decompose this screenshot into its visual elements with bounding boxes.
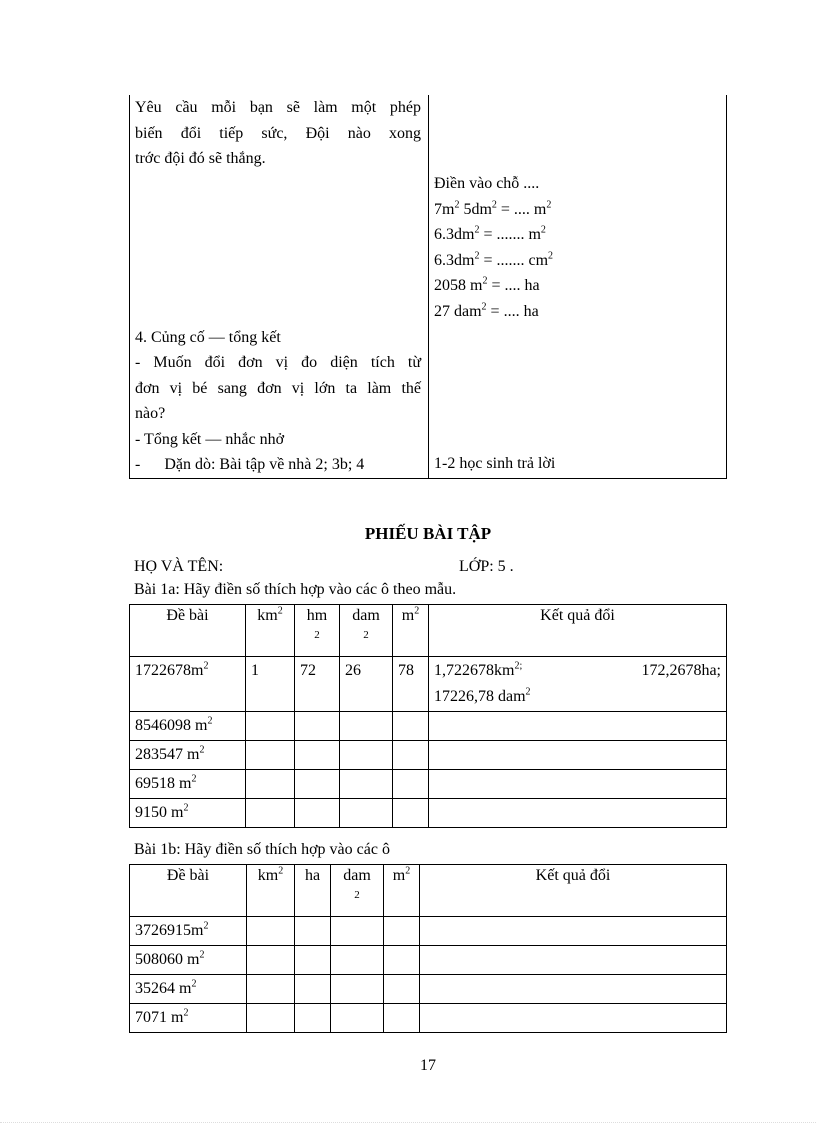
input-cell[interactable] <box>295 799 340 828</box>
exercise-5: 27 dam$^2$ = .... ha <box>434 301 539 320</box>
bai1a-sample-row <box>130 657 727 712</box>
input-cell[interactable] <box>247 946 295 975</box>
answer-line: 1-2 học sinh trả lời <box>434 455 556 472</box>
table-row <box>130 741 727 770</box>
homework-text: Dặn dò: Bài tập về nhà 2; 3b; 4 <box>164 456 365 473</box>
summary-line: - Tổng kết — nhắc nhở <box>135 430 285 448</box>
input-cell[interactable] <box>384 975 420 1004</box>
input-cell[interactable] <box>246 712 295 741</box>
input-cell[interactable] <box>295 741 340 770</box>
input-cell[interactable] <box>295 770 340 799</box>
exercise-4: 2058 $m^2$ = .... ha <box>434 275 540 294</box>
input-cell[interactable] <box>331 975 384 1004</box>
header-ha: ha <box>295 865 331 917</box>
input-cell[interactable] <box>429 741 727 770</box>
homework-dash: - <box>135 456 141 473</box>
row-de-bai: 283547 $m^2$ <box>130 741 246 770</box>
input-cell[interactable] <box>393 799 429 828</box>
input-cell[interactable] <box>295 975 331 1004</box>
table-row <box>130 770 727 799</box>
question-line-3: nào? <box>135 405 166 422</box>
homework-line <box>135 452 421 478</box>
input-cell[interactable] <box>247 975 295 1004</box>
input-cell[interactable] <box>384 917 420 946</box>
input-cell[interactable] <box>246 799 295 828</box>
header-m2: $m^2$ <box>384 865 420 917</box>
input-cell[interactable] <box>393 741 429 770</box>
bai1a-caption: Bài 1a: Hãy điền số thích hợp vào các ô theo mẫu. <box>134 581 457 598</box>
header-de-bai: Đề bài <box>130 605 246 657</box>
input-cell[interactable] <box>331 946 384 975</box>
input-cell[interactable] <box>295 917 331 946</box>
section-title: 4. Củng cố — tổng kết <box>135 328 281 346</box>
input-cell[interactable] <box>331 1004 384 1033</box>
input-cell[interactable] <box>420 975 727 1004</box>
exercise-1: $7m^2$ $5dm^2$ = .... $m^2$ <box>434 199 552 218</box>
header-ket-qua: Kết quả đổi <box>429 605 727 657</box>
input-cell[interactable] <box>340 799 393 828</box>
bai1b-header-row <box>130 865 727 917</box>
input-cell[interactable] <box>295 712 340 741</box>
bai1b-caption: Bài 1b: Hãy điền số thích hợp vào các ô <box>134 841 390 858</box>
input-cell[interactable] <box>429 712 727 741</box>
header-hm2: hm 2 <box>295 605 340 657</box>
row-de-bai: 8546098 $m^2$ <box>130 712 246 741</box>
intro-line-2: biến đổi tiếp sức, Đội nào xong <box>135 124 421 142</box>
input-cell[interactable] <box>420 946 727 975</box>
header-m2: $m^2$ <box>393 605 429 657</box>
input-cell[interactable] <box>420 1004 727 1033</box>
sample-de-bai: $1722678m^2$ <box>130 657 246 712</box>
exercise-2: $6.3dm^2$ = ....... $m^2$ <box>434 224 546 243</box>
input-cell[interactable] <box>340 741 393 770</box>
input-cell[interactable] <box>246 770 295 799</box>
table-row <box>130 946 727 975</box>
table-row <box>130 712 727 741</box>
sample-result: $1,722678km^{2;}$ 172,2678ha; 17226,78 dam$^2$ <box>429 657 727 712</box>
input-cell[interactable] <box>246 741 295 770</box>
lesson-table <box>129 95 727 479</box>
input-cell[interactable] <box>393 770 429 799</box>
page-number: 17 <box>420 1057 436 1074</box>
table-row <box>130 799 727 828</box>
exercise-3: $6.3dm^2$ = ....... $cm^2$ <box>434 250 554 269</box>
input-cell[interactable] <box>384 1004 420 1033</box>
input-cell[interactable] <box>247 917 295 946</box>
input-cell[interactable] <box>295 946 331 975</box>
lesson-right-cell <box>429 95 727 478</box>
bai1a-header-row <box>130 605 727 657</box>
sample-km: 1 <box>246 657 295 712</box>
intro-line-1: Yêu cầu mỗi bạn sẽ làm một phép <box>135 99 421 116</box>
input-cell[interactable] <box>340 712 393 741</box>
input-cell[interactable] <box>429 770 727 799</box>
input-cell[interactable] <box>420 917 727 946</box>
header-ket-qua: Kết quả đổi <box>420 865 727 917</box>
header-dam2: dam 2 <box>331 865 384 917</box>
worksheet-title: PHIẾU BÀI TẬP <box>364 524 492 543</box>
input-cell[interactable] <box>331 917 384 946</box>
input-cell[interactable] <box>393 712 429 741</box>
row-de-bai: $3726915m^2$ <box>130 917 247 946</box>
row-de-bai: 508060 $m^2$ <box>130 946 247 975</box>
input-cell[interactable] <box>384 946 420 975</box>
row-de-bai: 9150 $m^2$ <box>130 799 246 828</box>
input-cell[interactable] <box>340 770 393 799</box>
class-label: LỚP: 5 . <box>459 558 514 575</box>
row-de-bai: 35264 $m^2$ <box>130 975 247 1004</box>
table-row <box>130 975 727 1004</box>
header-dam2: dam 2 <box>340 605 393 657</box>
sample-m: 78 <box>393 657 429 712</box>
question-line-1: - Muốn đổi đơn vị đo diện tích từ <box>135 354 421 371</box>
header-km2: $km^2$ <box>247 865 295 917</box>
header-de-bai: Đề bài <box>130 865 247 917</box>
fill-title: Điền vào chỗ .... <box>434 175 540 192</box>
header-km2: $km^2$ <box>246 605 295 657</box>
sample-hm: 72 <box>295 657 340 712</box>
table-row <box>130 917 727 946</box>
table-row <box>130 1004 727 1033</box>
question-line-2: đơn vị bé sang đơn vị lớn ta làm thế <box>135 379 421 397</box>
input-cell[interactable] <box>295 1004 331 1033</box>
input-cell[interactable] <box>247 1004 295 1033</box>
sample-dam: 26 <box>340 657 393 712</box>
intro-line-3: trớc đội đó sẽ thắng. <box>135 150 266 167</box>
name-label: HỌ VÀ TÊN: <box>134 558 224 575</box>
row-de-bai: 69518 $m^2$ <box>130 770 246 799</box>
input-cell[interactable] <box>429 799 727 828</box>
row-de-bai: 7071 $m^2$ <box>130 1004 247 1033</box>
lesson-left-cell <box>130 95 429 478</box>
bai1a-table <box>129 604 727 828</box>
bai1b-table <box>129 864 727 1033</box>
